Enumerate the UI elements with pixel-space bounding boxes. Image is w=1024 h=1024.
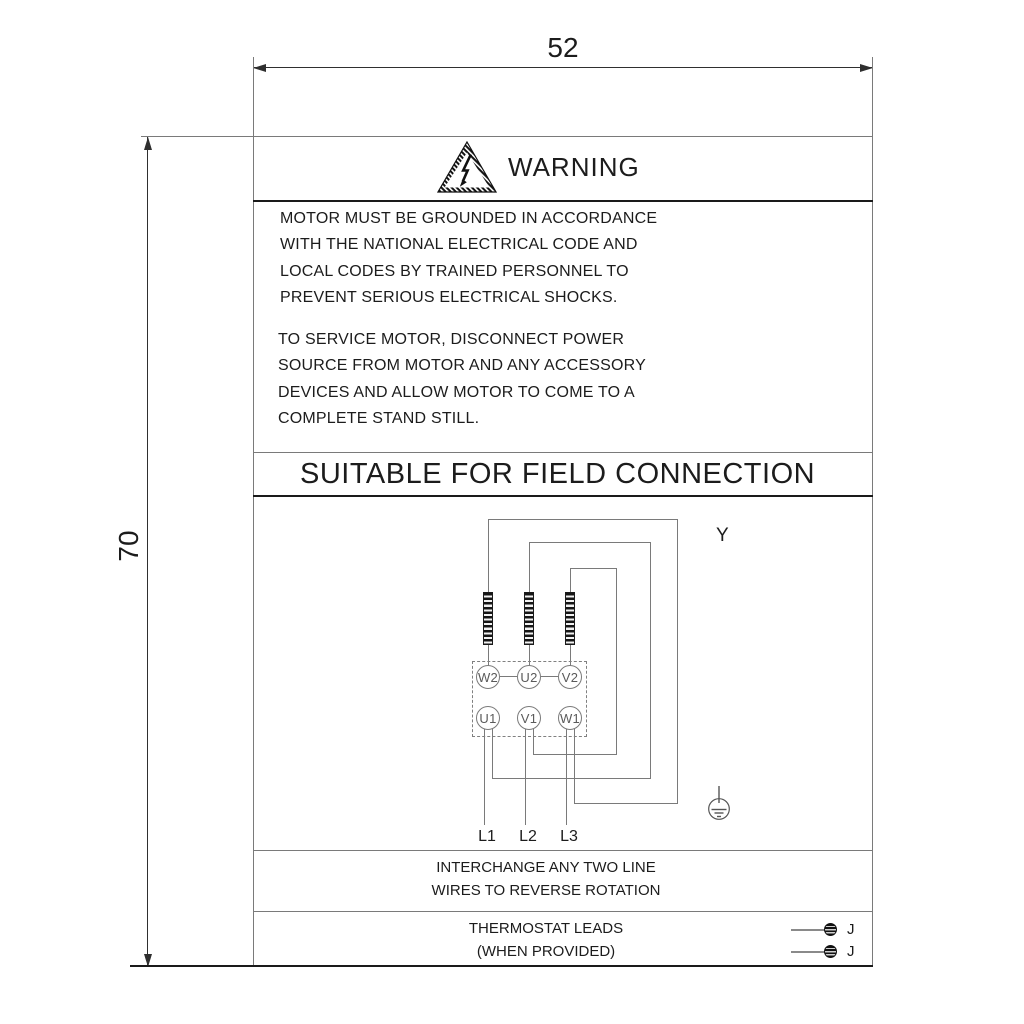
extension-line: [253, 57, 254, 136]
wire-v2-riser: [570, 568, 571, 592]
winding-coil-icon: [483, 592, 493, 645]
thermostat-lead-terminal-icon: [824, 923, 837, 936]
terminal-u1: U1: [476, 706, 500, 730]
lead-label-j2: J: [847, 943, 855, 960]
text-line: PREVENT SERIOUS ELECTRICAL SHOCKS.: [280, 288, 618, 306]
rotation-note: [253, 856, 839, 902]
text-line: (WHEN PROVIDED): [476, 942, 616, 960]
terminal-w1: W1: [558, 706, 582, 730]
field-connection-title: SUITABLE FOR FIELD CONNECTION: [300, 458, 816, 490]
text-line: INTERCHANGE ANY TWO LINE: [436, 859, 656, 876]
section-divider: [253, 850, 873, 851]
warning-title: WARNING: [508, 152, 640, 182]
text-line: TO SERVICE MOTOR, DISCONNECT POWER: [278, 331, 625, 348]
wire-w2-riser: [488, 519, 489, 592]
terminal-w2: W2: [476, 665, 500, 689]
dimension-height-value: 70: [113, 530, 144, 562]
wire-outer-top: [488, 519, 678, 520]
thermostat-note: [253, 918, 839, 963]
section-divider: [253, 200, 873, 202]
text-line: SOURCE FROM MOTOR AND ANY ACCESSORY: [278, 357, 646, 375]
thermostat-lead-terminal-icon: [824, 945, 837, 958]
winding-coil-icon: [565, 592, 575, 645]
wire-middle-top: [529, 542, 651, 543]
terminal-u2: U2: [517, 665, 541, 689]
label-bottom-border: [130, 965, 873, 967]
wire-outer-right: [677, 519, 678, 804]
line-label-l3: L3: [560, 828, 578, 845]
dimension-arrow-top: [144, 137, 152, 150]
extension-line: [141, 136, 253, 137]
text-line: WIRES TO REVERSE ROTATION: [431, 882, 661, 899]
terminal-link: [500, 676, 517, 677]
dimension-arrow-left: [253, 64, 266, 72]
section-divider: [253, 911, 873, 912]
terminal-link: [541, 676, 558, 677]
thermostat-lead-wire: [791, 929, 825, 931]
dimension-width-value: 52: [547, 32, 579, 63]
text-line: MOTOR MUST BE GROUNDED IN ACCORDANCE: [280, 210, 658, 227]
wire-middle-bottom: [492, 778, 651, 779]
service-paragraph: [278, 327, 646, 432]
text-line: THERMOSTAT LEADS: [468, 920, 624, 937]
text-line: WITH THE NATIONAL ELECTRICAL CODE AND: [280, 236, 638, 254]
wire-outer-bottom: [574, 803, 678, 804]
dimension-width-line: [253, 67, 873, 68]
line-label-l1: L1: [478, 828, 496, 845]
wire-u2-riser: [529, 542, 530, 592]
section-divider: [253, 495, 873, 497]
protective-earth-ground-icon: [705, 786, 733, 824]
text-line: LOCAL CODES BY TRAINED PERSONNEL TO: [280, 262, 629, 280]
section-divider: [253, 452, 873, 453]
wire-line-l2: [525, 729, 526, 825]
thermostat-lead-wire: [791, 951, 825, 953]
wire-inner-bottom: [533, 754, 617, 755]
winding-coil-icon: [524, 592, 534, 645]
wire-line-l3: [566, 729, 567, 825]
wire-w1-branch: [574, 729, 575, 804]
text-line: COMPLETE STAND STILL.: [278, 409, 480, 427]
terminal-v1: V1: [517, 706, 541, 730]
grounding-paragraph: [280, 206, 657, 311]
lead-label-j1: J: [847, 921, 855, 938]
line-label-l2: L2: [519, 828, 537, 845]
extension-line: [872, 57, 873, 136]
terminal-v2: V2: [558, 665, 582, 689]
text-line: DEVICES AND ALLOW MOTOR TO COME TO A: [278, 383, 635, 401]
wire-line-l1: [484, 729, 485, 825]
y-configuration-label: Y: [716, 525, 729, 546]
dimension-height-line: [147, 137, 148, 967]
wire-inner-top: [570, 568, 617, 569]
wire-inner-right: [616, 568, 617, 755]
wire-middle-right: [650, 542, 651, 779]
high-voltage-warning-triangle-icon: [437, 141, 497, 193]
